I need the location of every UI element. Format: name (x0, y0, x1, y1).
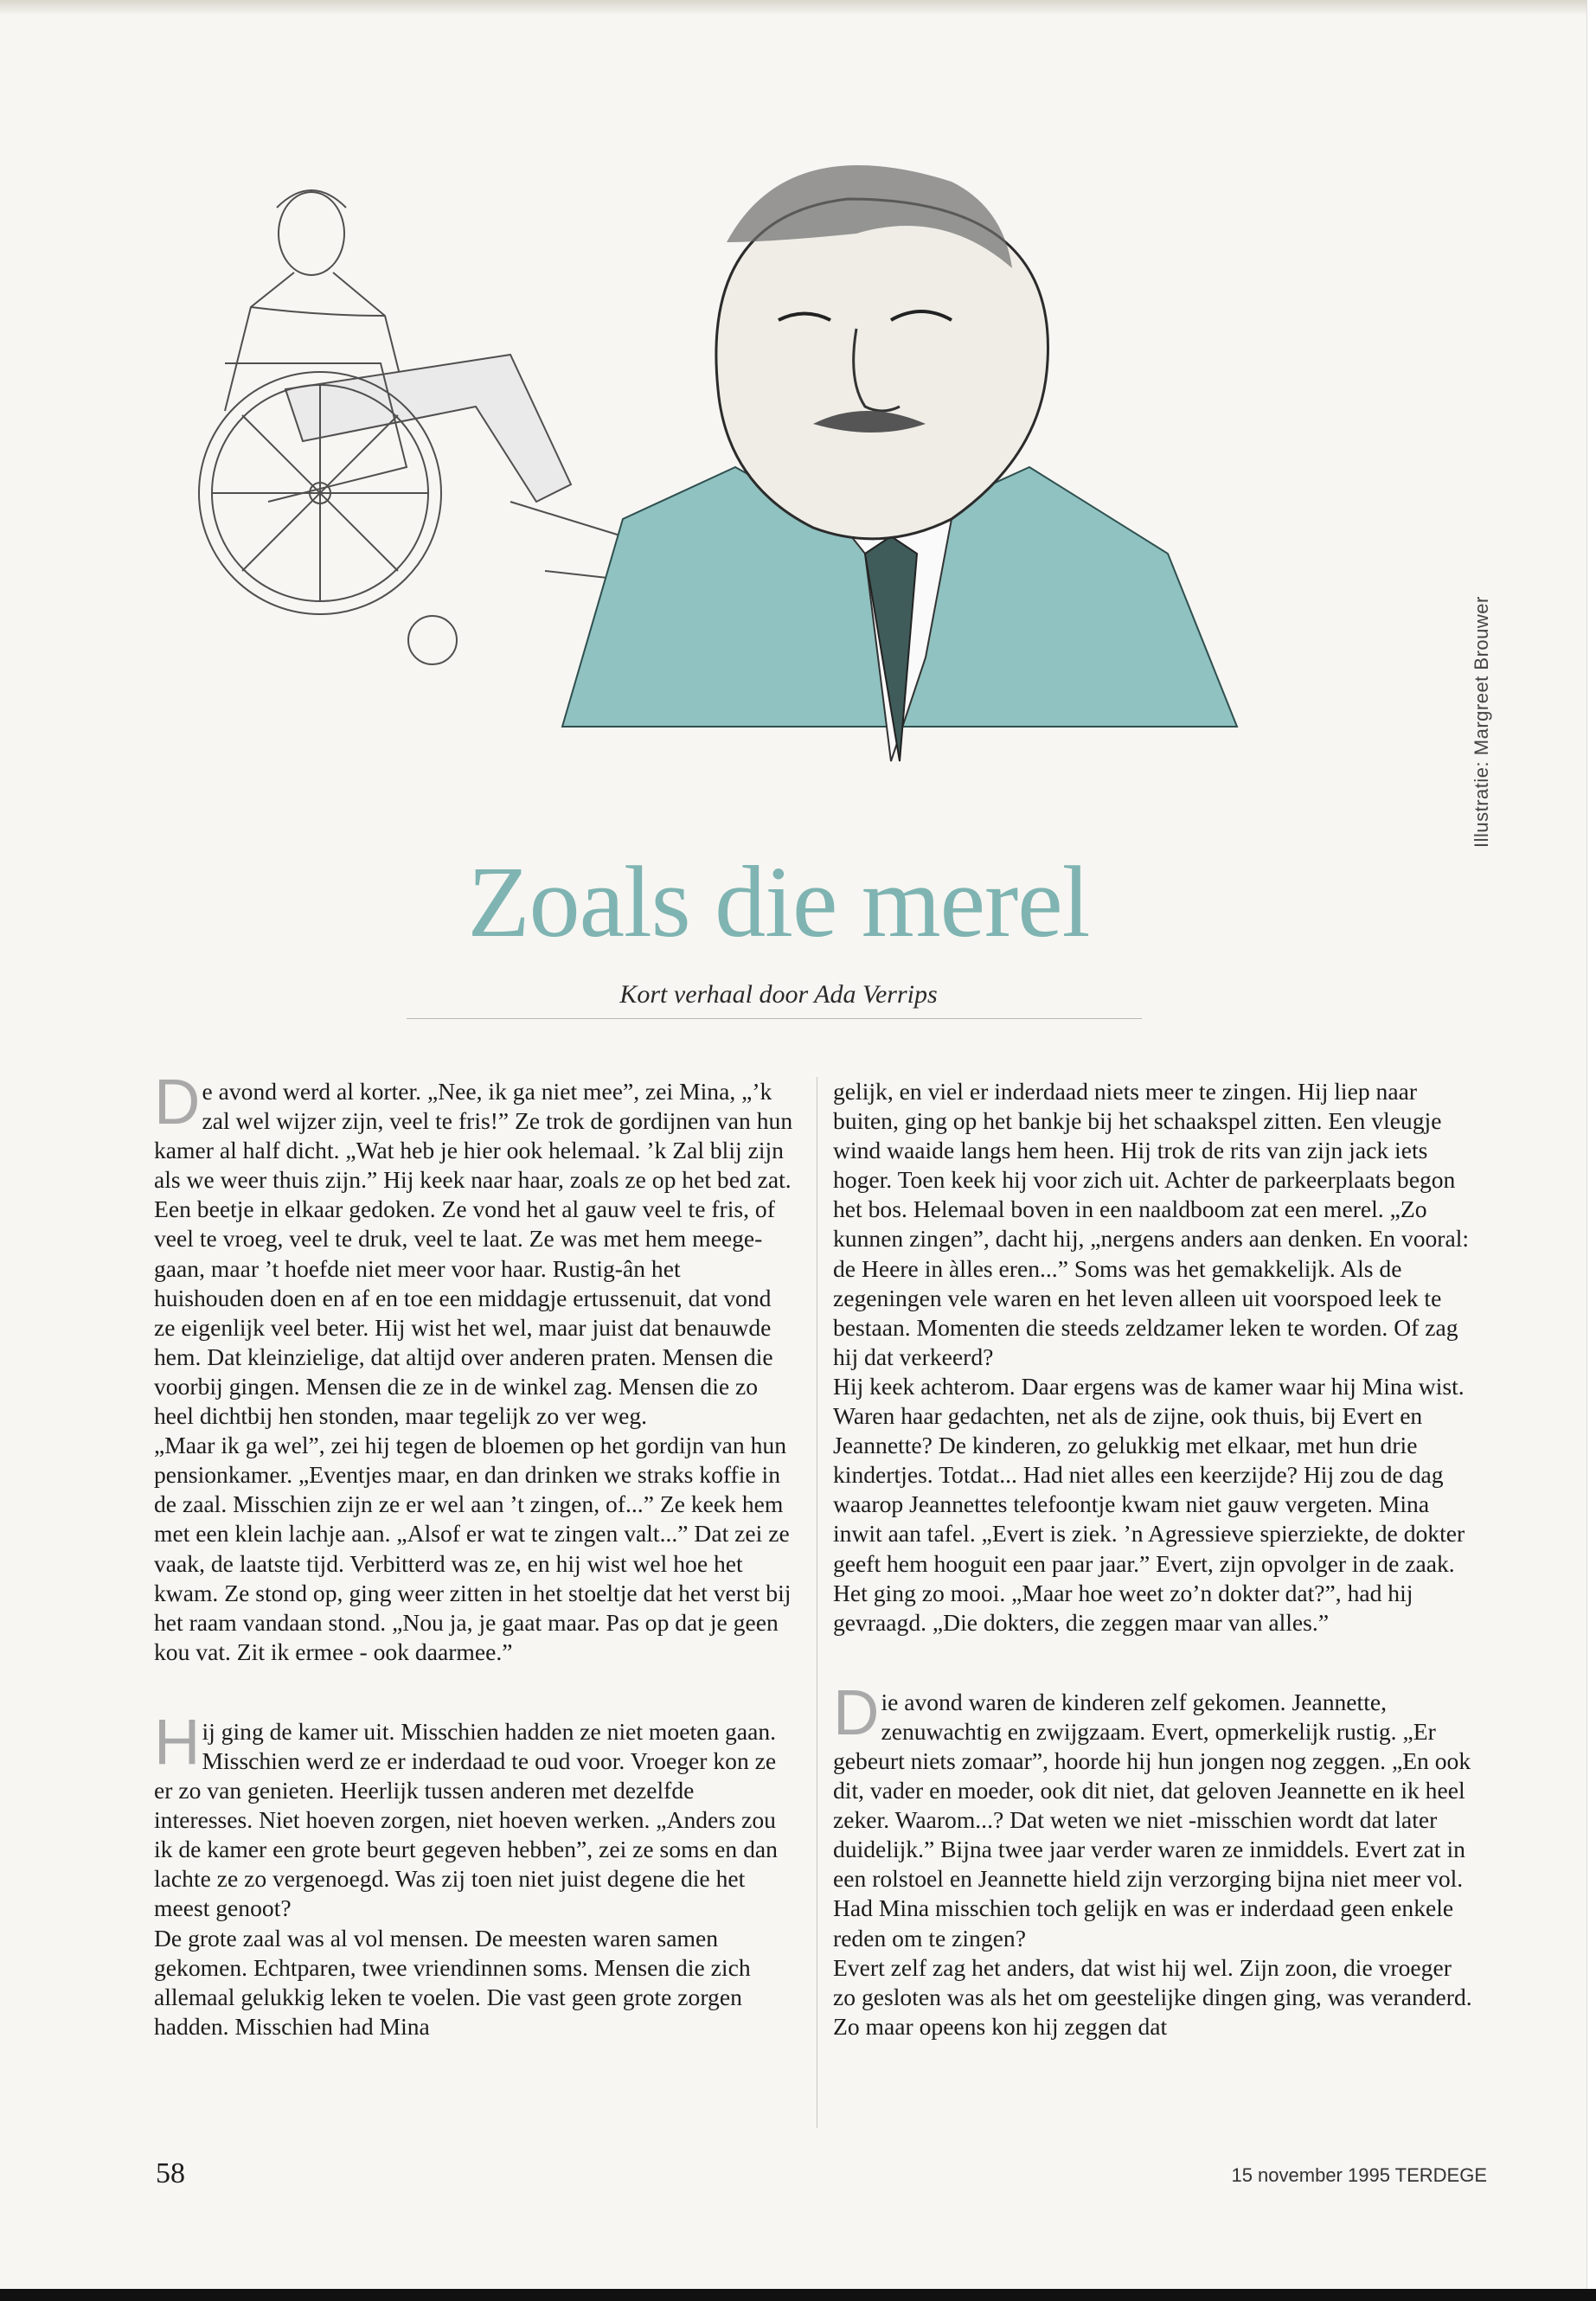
paragraph-text: ij ging de kamer uit. Misschien hadden ze niet moeten gaan. Misschien werd ze er inderdaad te oud voor. Vroeger kon ze er zo van genieten. Heerlijk tussen anderen met dezelfde interesses. Niet hoeven zorgen, niet hoeven werken. „Anders zou ik de kamer een grote beurt gegeven hebben”, zei ze soms en dan lachte ze zo vergenoegd. Was zij toen niet juist degene die het meest genoot? (154, 1717, 778, 1922)
byline-rule (407, 1018, 1142, 1019)
drop-cap: D (154, 1066, 201, 1138)
paragraph: De grote zaal was al vol mensen. De meesten waren samen gekomen. Echtparen, twee vriendinnen soms. Mensen die zich allemaal gelukkig leken te voelen. Die vast geen grote zorgen hadden. Misschien had Mina (154, 1924, 751, 2040)
left-column (154, 1066, 794, 2041)
right-column (833, 1077, 1477, 2041)
bottom-scan-edge (0, 2289, 1596, 2301)
paragraph-text: ie avond waren de kinderen zelf gekomen. Jeannette, zenuwachtig en zwijgzaam. Evert, opmerkelijk rustig. „Er gebeurt niets zomaar”, hoorde hij hun jongen nog zeggen. „En ook dit, vader en moeder, ook dit niet, dat geloven Jeannette en ik heel zeker. Waarom...? Dat weten we niet -misschien wordt dat later duidelijk.” Bijna twee jaar verder waren ze inmiddels. Evert zat in een rolstoel en Jeannette hield zijn verzorging bijna niet meer vol. Had Mina misschien toch gelijk en was er inderdaad geen enkele reden om te zingen? (833, 1688, 1471, 1952)
paragraph: „Maar ik ga wel”, zei hij tegen de bloemen op het gordijn van hun pensionkamer. „Eventjes maar, en dan drinken we straks koffie in de zaal. Misschien zijn ze er wel aan ’t zingen, of...” Ze keek hem met een klein lachje aan. „Alsof er wat te zingen valt...” Dat zei ze vaak, de laatste tijd. Verbitterd was ze, en hij wist wel hoe het kwam. Ze stond op, ging weer zitten in het stoeltje dat het verst bij het raam vandaan stond. „Nou ja, je gaat maar. Pas op dat je geen kou vat. Zit ik ermee - ook daarmee.” (154, 1432, 792, 1665)
paragraph (154, 1066, 794, 1431)
byline-prefix: Kort verhaal door (619, 980, 809, 1009)
illustration (173, 104, 1436, 830)
drop-cap: H (154, 1705, 201, 1778)
page-number: 58 (156, 2157, 185, 2189)
paragraph (833, 1676, 1477, 1953)
issue-footer: 15 november 1995 TERDEGE (1231, 2164, 1487, 2186)
wheelchair-man-sketch (199, 190, 623, 664)
drop-cap: D (833, 1676, 880, 1748)
paragraph-text: e avond werd al korter. „Nee, ik ga niet mee”, zei Mina, „’k zal wel wijzer zijn, veel te fris!” Ze trok de gordijnen van hun kamer al half dicht. „Wat heb je hier ook helemaal. ’k Zal blij zijn als we weer thuis zijn.” Hij keek naar haar, zoals ze op het bed zat. Een beetje in elkaar gedoken. Ze vond het al gauw veel te fris, of veel te vroeg, veel te druk, veel te laat. Ze was met hem meegegaan, maar ’t hoefde niet meer voor haar. Rustig-ân het huishouden doen en af en toe een middagje ertussenuit, dat vond ze eigenlijk veel beter. Hij wist het wel, maar juist dat benauwde hem. Dat kleinzielige, dat altijd over anderen praten. Mensen die voorbij gingen. Mensen die ze in de winkel zag. Mensen die zo heel dichtbij hen stonden, maar tegelijk zo ver weg. (154, 1078, 793, 1430)
byline (381, 980, 1176, 1009)
paragraph: Evert zelf zag het anders, dat wist hij wel. Zijn zoon, die vroeger zo gesloten was als het om geestelijke dingen ging, was veranderd. Zo maar opeens kon hij zeggen dat (833, 1953, 1472, 2040)
right-scan-edge (1586, 0, 1596, 2301)
top-scan-edge (0, 0, 1596, 16)
article-title: Zoals die merel (467, 845, 1090, 958)
illustration-credit: Illustratie: Margreet Brouwer (1471, 596, 1492, 848)
paragraph: Hij keek achterom. Daar ergens was de kamer waar hij Mina wist. Waren haar gedachten, net als de zijne, ook thuis, bij Evert en Jeannette? De kinderen, zo gelukkig met elkaar, met hun drie kindertjes. Totdat... Had niet alles een keerzijde? Hij zou de dag waarop Jeannettes telefoontje kwam niet gauw vergeten. Mina inwit aan tafel. „Evert is ziek. ’n Agressieve spierziekte, de dokter geeft hem hooguit een paar jaar.” Evert, zijn opvolger in de zaak. Het ging zo mooi. „Maar hoe weet zo’n dokter dat?”, had hij gevraagd. „Die dokters, die zeggen maar van alles.” (833, 1372, 1465, 1636)
portrait-sketch (562, 165, 1237, 761)
byline-author: Ada Verrips (814, 980, 938, 1009)
paragraph: gelijk, en viel er inderdaad niets meer te zingen. Hij liep naar buiten, ging op het bankje bij het schaakspel zitten. Een vleugje wind waaide langs hem heen. Hij trok de rits van zijn jack iets hoger. Toen keek hij voor zich uit. Achter de parkeerplaats begon het bos. Helemaal boven in een naaldboom zat een merel. „Zo kunnen zingen”, dacht hij, „nergens anders aan denken. En vooral: de Heere in àlles eren...” Soms was het gemakkelijk. Als de zegeningen vele waren en het leven alleen uit voorspoed leek te bestaan. Momenten die steeds zeldzamer leken te worden. Of zag hij dat verkeerd? (833, 1078, 1470, 1370)
paragraph (154, 1705, 794, 1924)
